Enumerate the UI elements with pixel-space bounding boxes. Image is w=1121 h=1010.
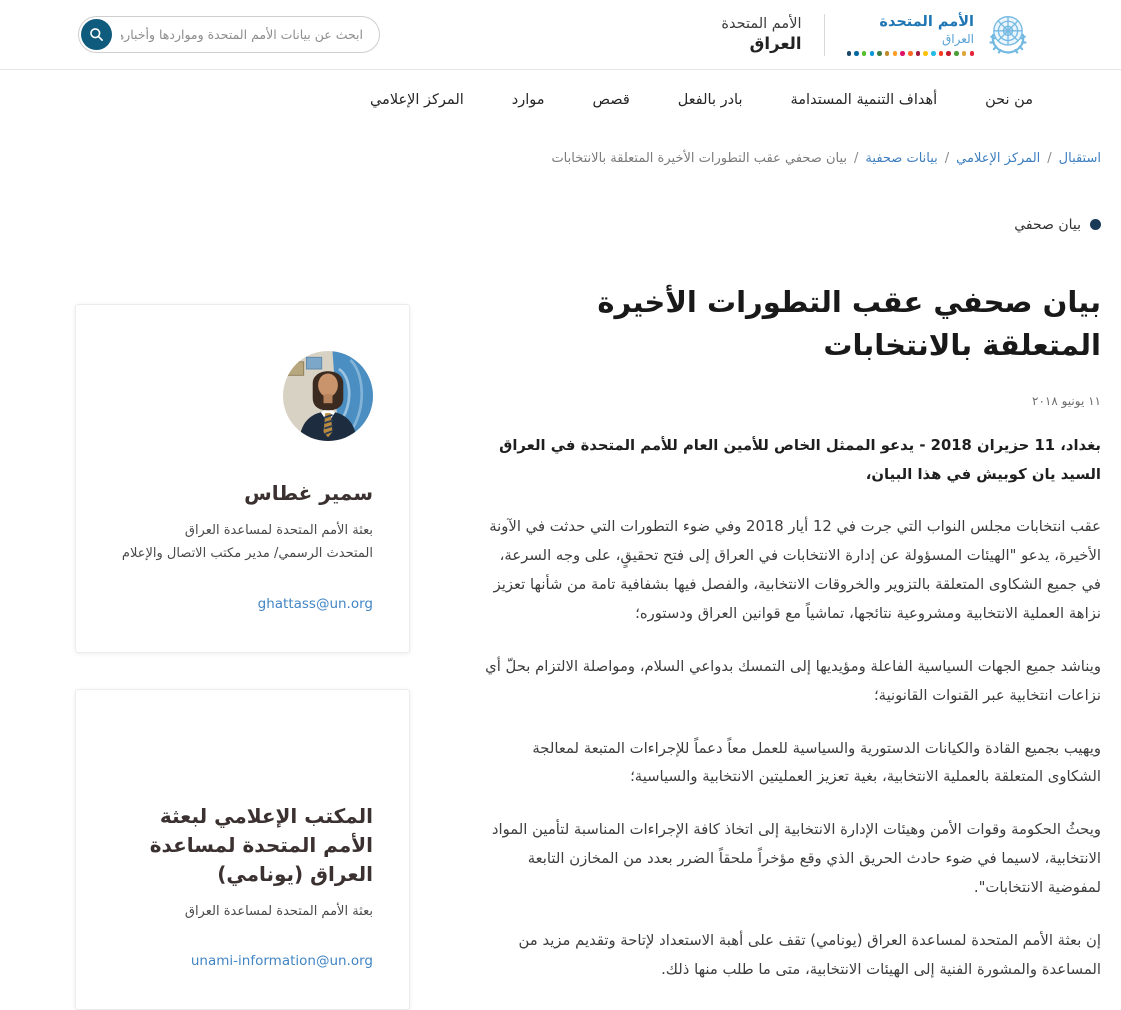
article-paragraph: عقب انتخابات مجلس النواب التي جرت في 12 أيار 2018 وفي ضوء التطورات التي حدثت في الآونة الأخيرة، يدعو "الهيئات المسؤولة عن إدارة الانتخابات في العراق إلى فتح تحقيقٍ، على وجه السرعة، في جميع الشكاوى المتعلقة بالتزوير والخروقات الانتخابية، والفصل فيها بشفافية تامة من شأنها تعزيز نزاهة العملية الانتخابية ومشروعية نتائجها، تماشياً مع قوانين العراق ودستوره؛ <box>478 513 1101 628</box>
tag-label: بيان صحفي <box>1014 217 1081 233</box>
search-icon <box>89 27 104 42</box>
breadcrumb <box>478 148 1101 171</box>
breadcrumb-current: بيان صحفي عقب التطورات الأخيرة المتعلقة بالانتخابات <box>551 151 847 166</box>
contact-email-link[interactable]: ghattass@un.org <box>258 596 373 612</box>
un-emblem-icon <box>983 10 1033 60</box>
contact-card-spokesperson <box>75 304 410 653</box>
contact-card-media-office <box>75 689 410 1010</box>
nav-item-about[interactable]: من نحن <box>985 92 1033 108</box>
article-paragraph: ويهيب بجميع القادة والكيانات الدستورية والسياسية للعمل معاً دعماً للإجراءات المتبعة لمعالجة الشكاوى المتعلقة بالعملية الانتخابية، بغية تعزيز العمليتين الانتخابية والسياسية؛ <box>478 735 1101 793</box>
breadcrumb-separator: / <box>854 151 858 166</box>
office-name: المكتب الإعلامي لبعثة الأمم المتحدة لمساعدة العراق (يونامي) <box>112 802 373 889</box>
office-email-link[interactable]: unami-information@un.org <box>191 953 373 969</box>
breadcrumb-separator: / <box>945 151 949 166</box>
article-date: ١١ يونيو ٢٠١٨ <box>478 394 1101 408</box>
breadcrumb-separator: / <box>1047 151 1051 166</box>
contact-role: المتحدث الرسمي/ مدير مكتب الاتصال والإعلام <box>112 543 373 566</box>
logo-title: الأمم المتحدة <box>879 13 974 31</box>
article-lead-paragraph: بغداد، 11 حزيران 2018 - يدعو الممثل الخاص للأمين العام للأمم المتحدة في العراق السيد يان كوبيش في هذا البيان، <box>478 432 1101 490</box>
nav-item-take-action[interactable]: بادر بالفعل <box>678 92 743 108</box>
contacts-sidebar <box>75 304 410 1010</box>
contact-organization: بعثة الأمم المتحدة لمساعدة العراق <box>112 520 373 543</box>
breadcrumb-press-releases[interactable]: بيانات صحفية <box>865 151 937 166</box>
nav-item-media-centre[interactable]: المركز الإعلامي <box>370 92 464 108</box>
nav-item-resources[interactable]: موارد <box>512 92 545 108</box>
breadcrumb-media-centre[interactable]: المركز الإعلامي <box>956 151 1040 166</box>
site-title-line1: الأمم المتحدة <box>721 16 801 32</box>
header-divider <box>824 14 825 56</box>
tag-bullet-icon <box>1090 219 1101 230</box>
contact-name: سمير غطاس <box>112 479 373 508</box>
logo-subtitle: العراق <box>942 32 974 46</box>
article-paragraph: إن بعثة الأمم المتحدة لمساعدة العراق (يونامي) تقف على أهبة الاستعداد لإتاحة وتقديم مزيد من المساعدة والمشورة الفنية إلى الهيئات الانتخابية، متى ما طلب منها ذلك. <box>478 927 1101 985</box>
article-paragraph: ويحثُ الحكومة وقوات الأمن وهيئات الإدارة الانتخابية إلى اتخاذ كافة الإجراءات المناسبة لتأمين المواد الانتخابية، لاسيما في ضوء حادث الحريق الذي وقع مؤخراً ملحقاً الضرر بعدد من المخازن التابعة لمفوضية الانتخابات". <box>478 816 1101 903</box>
search-input[interactable] <box>78 16 380 53</box>
un-iraq-logo[interactable] <box>847 10 1034 60</box>
site-title[interactable] <box>721 16 801 53</box>
search-button[interactable] <box>81 19 112 50</box>
article-body <box>478 432 1101 985</box>
nav-item-sdgs[interactable]: أهداف التنمية المستدامة <box>791 92 938 108</box>
sdg-dots <box>847 51 975 56</box>
article-tag <box>478 217 1101 233</box>
nav-item-stories[interactable]: قصص <box>593 92 630 108</box>
top-header <box>0 0 1121 70</box>
main-navigation <box>0 70 1121 130</box>
article-paragraph: ويناشد جميع الجهات السياسية الفاعلة ومؤيديها إلى التمسك بدواعي السلام، ومواصلة الالتزام بحلّ أي نزاعات انتخابية عبر القنوات القانونية؛ <box>478 653 1101 711</box>
page-title: بيان صحفي عقب التطورات الأخيرة المتعلقة بالانتخابات <box>478 281 1101 368</box>
site-title-line2: العراق <box>750 34 802 53</box>
spokesperson-photo <box>283 351 373 441</box>
breadcrumb-home[interactable]: استقبال <box>1059 151 1101 166</box>
article-column <box>478 130 1101 1010</box>
office-organization: بعثة الأمم المتحدة لمساعدة العراق <box>112 901 373 924</box>
header-search <box>78 16 380 53</box>
